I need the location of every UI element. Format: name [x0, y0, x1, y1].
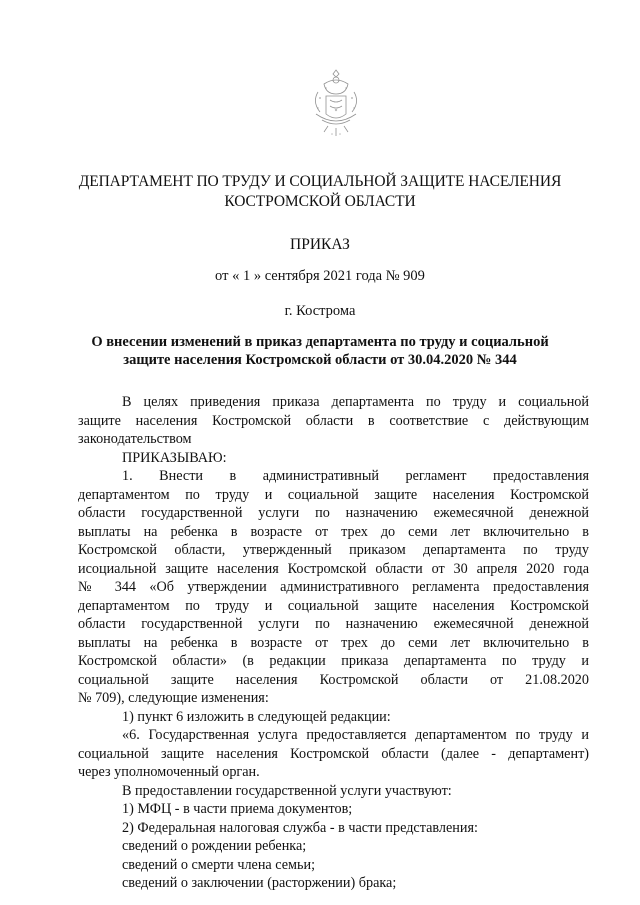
body-line: Костромской области» (в редакции приказа департамента по труду и [78, 653, 589, 669]
order-subject [60, 333, 580, 369]
body-line: через уполномоченный орган. [78, 764, 260, 780]
body-line: В предоставлении государственной услуги участвуют: [122, 782, 452, 799]
body-line: социальной защите населения Костромской области от 21.08.2020 [78, 671, 589, 688]
body-line: В целях приведения приказа департамента по труду и социальной [122, 394, 589, 410]
order-subject-line-1: О внесении изменений в приказ департамента по труду и социальной [91, 334, 549, 350]
body-line: № 709), следующие изменения: [78, 690, 269, 706]
body-line: выплаты на ребенка в возрасте от трех до семи лет включительно в [78, 523, 589, 540]
body-line: департаментом по труду и социальной защите населения Костромской [78, 597, 589, 614]
department-name-line-2: КОСТРОМСКОЙ ОБЛАСТИ [224, 193, 416, 210]
body-line: области государственной услуги по назначению ежемесячной денежной [78, 616, 589, 632]
order-date-number: от « 1 » сентября 2021 года № 909 [215, 268, 425, 284]
city: г. Кострома [284, 303, 356, 319]
body-line: 2) Федеральная налоговая служба - в части представления: [122, 819, 478, 836]
department-name [60, 172, 580, 212]
body-line: сведений о смерти члена семьи; [122, 856, 316, 873]
body-line: Костромской области, утвержденный приказом департамента по труду [78, 542, 589, 558]
body-line: законодательством [78, 431, 192, 447]
body-line: департаментом по труду и социальной защите населения Костромской [78, 486, 589, 503]
body-line: ПРИКАЗЫВАЮ: [122, 449, 227, 466]
body-line: «6. Государственная услуга предоставляется департаментом по труду и [122, 727, 589, 743]
body-line: 1) пункт 6 изложить в следующей редакции: [122, 708, 391, 725]
body-line: № 344 «Об утверждении административного регламента предоставления [78, 579, 589, 595]
department-name-line-1: ДЕПАРТАМЕНТ ПО ТРУДУ И СОЦИАЛЬНОЙ ЗАЩИТЕ НАСЕЛЕНИЯ [78, 173, 562, 190]
body-line: исоциальной защите населения Костромской области от 30 апреля 2020 года [78, 560, 589, 577]
body-line: защите населения Костромской области в соответствие с действующим [78, 412, 589, 429]
body-line: сведений о заключении (расторжении) брака; [122, 875, 397, 891]
body-line: социальной защите населения Костромской области (далее - департамент) [78, 745, 589, 762]
body-line: 1) МФЦ - в части приема документов; [122, 801, 353, 817]
order-body [78, 393, 589, 893]
order-subject-line-2: защите населения Костромской области от 30.04.2020 № 344 [123, 352, 517, 368]
body-line: 1. Внести в административный регламент предоставления [122, 468, 589, 484]
coat-of-arms-emblem-icon [296, 62, 376, 142]
body-line: области государственной услуги по назначению ежемесячной денежной [78, 505, 589, 521]
body-line: выплаты на ребенка в возрасте от трех до семи лет включительно в [78, 634, 589, 651]
document-type: ПРИКАЗ [290, 236, 350, 253]
body-line: сведений о рождении ребенка; [122, 838, 307, 854]
